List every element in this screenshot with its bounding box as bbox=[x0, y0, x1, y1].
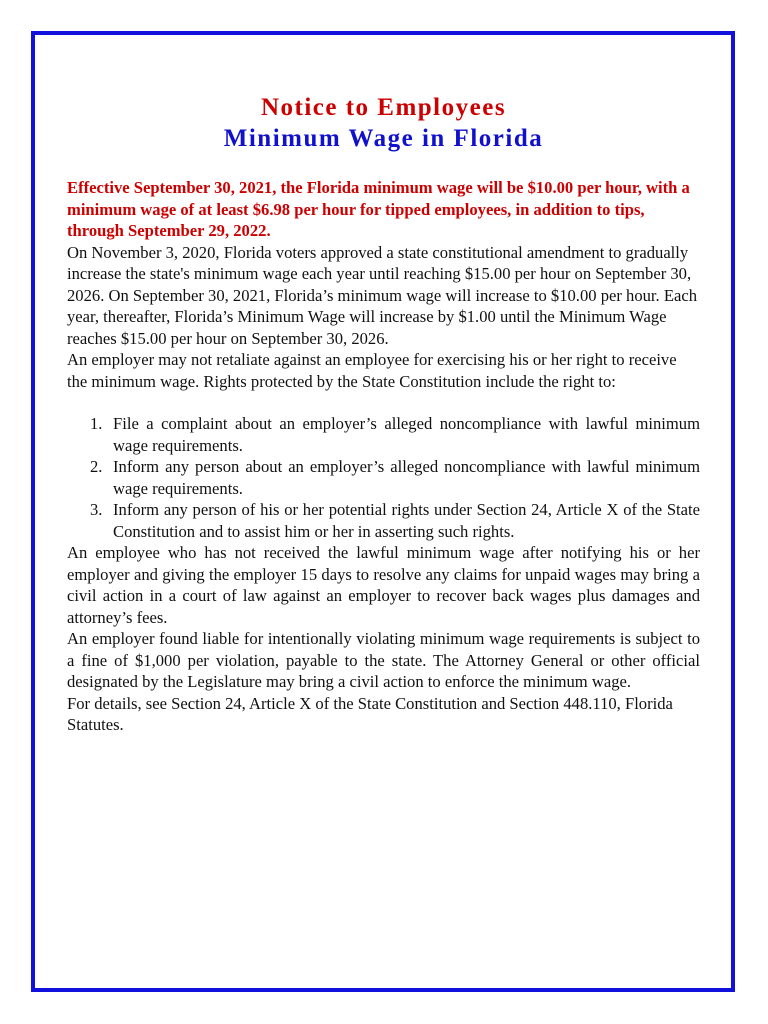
rights-item-number: 1. bbox=[90, 414, 103, 433]
retaliation-paragraph: An employer may not retaliate against an employee for exercising his or her right to receive the minimum wage. Rights protected by the State Constitution include the right to: bbox=[67, 350, 677, 391]
rights-item-text: File a complaint about an employer’s alleged noncompliance with lawful minimum wage requirements. bbox=[113, 414, 700, 455]
civil-action-paragraph: An employee who has not received the lawful minimum wage after notifying his or her employer and giving the employer 15 days to resolve any claims for unpaid wages may bring a civil action in a court of law against an employer to recover back wages plus damages and attorney’s fees. bbox=[67, 543, 700, 627]
notice-title: Notice to Employees bbox=[260, 94, 507, 121]
rights-item-text: Inform any person of his or her potential rights under Section 24, Article X of the State Constitution and to assist him or her in asserting such rights. bbox=[113, 500, 700, 541]
notice-document bbox=[67, 92, 700, 736]
rights-list bbox=[67, 413, 700, 542]
effective-date-statement: Effective September 30, 2021, the Florida minimum wage will be $10.00 per hour, with a minimum wage of at least $6.98 per hour for tipped employees, in addition to tips, through September 29, 2022. bbox=[67, 178, 690, 240]
amendment-paragraph: On November 3, 2020, Florida voters approved a state constitutional amendment to gradually increase the state's minimum wage each year until reaching $15.00 per hour on September 30, 2026. On September 30, 2021, Florida’s minimum wage will increase to $10.00 per hour. Each year, thereafter, Florida’s Minimum Wage will increase by $1.00 until the Minimum Wage reaches $15.00 per hour on September 30, 2026. bbox=[67, 242, 697, 348]
penalty-paragraph: An employer found liable for intentionally violating minimum wage requirements is subject to a fine of $1,000 per violation, payable to the state. The Attorney General or other official designated by the Legislature may bring a civil action to enforce the minimum wage. bbox=[67, 629, 700, 691]
rights-list-item bbox=[67, 456, 700, 499]
rights-item-number: 3. bbox=[90, 500, 103, 519]
rights-list-item bbox=[67, 413, 700, 456]
footer-reference: For details, see Section 24, Article X of the State Constitution and Section 448.110, Florida Statutes. bbox=[67, 693, 673, 734]
rights-list-item bbox=[67, 499, 700, 542]
notice-subtitle: Minimum Wage in Florida bbox=[223, 125, 544, 152]
rights-item-number: 2. bbox=[90, 457, 103, 476]
rights-item-text: Inform any person about an employer’s alleged noncompliance with lawful minimum wage requirements. bbox=[113, 457, 700, 498]
